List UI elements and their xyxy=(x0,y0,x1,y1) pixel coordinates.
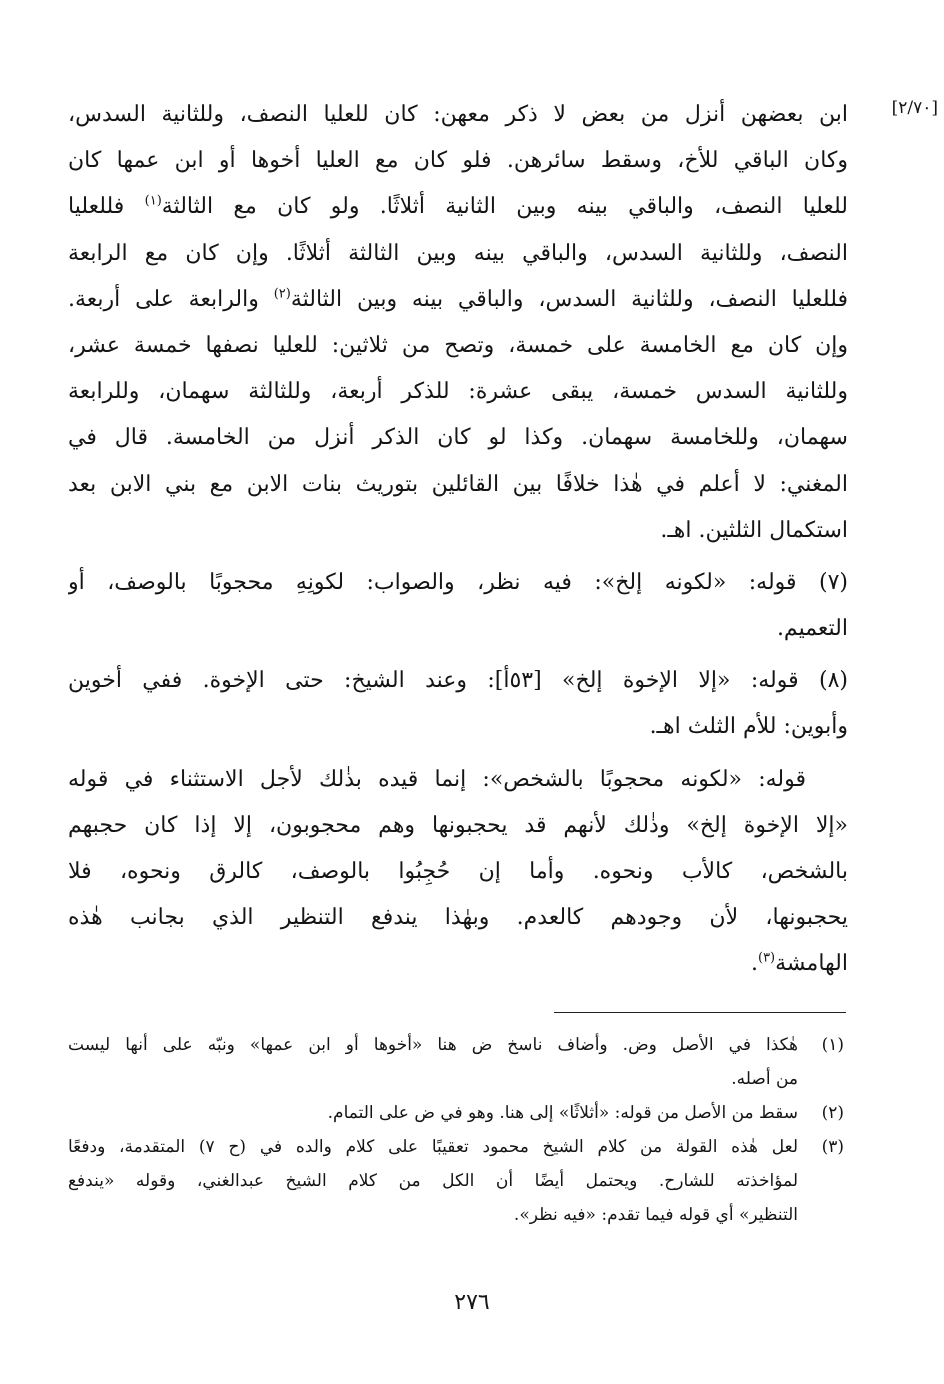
line-text: وأبوين: للأم الثلث اهـ. xyxy=(649,714,848,740)
footnote-line: التنظير» أي قوله فيما تقدم: «فيه نظر». xyxy=(513,1205,798,1225)
footnotes xyxy=(68,1028,844,1232)
line-text: استكمال الثلثين. اهـ. xyxy=(660,517,848,543)
line-text-continued: فللعليا xyxy=(68,194,145,220)
text-line xyxy=(68,849,848,895)
text-line xyxy=(68,231,848,277)
text-line xyxy=(68,323,848,369)
line-text: يحجبونها، لأن وجودهم كالعدم. وبهٰذا يندفع التنظير الذي بجانب هٰذه xyxy=(68,905,848,931)
footnote-text xyxy=(68,1028,844,1096)
footnote xyxy=(68,1028,844,1096)
footnote-ref: (١) xyxy=(144,194,162,210)
line-text: سهمان، وللخامسة سهمان. وكذا لو كان الذكر أنزل من الخامسة. قال في xyxy=(68,425,848,451)
footnote-text xyxy=(68,1096,844,1130)
footnote-line: لعل هٰذه القولة من كلام الشيخ محمود تعقيبًا على كلام والده في (ح ٧) المتقدمة، ودفعًا xyxy=(68,1137,798,1157)
footnote-number: (١) xyxy=(821,1035,844,1055)
footnote-text xyxy=(68,1130,844,1232)
text-line xyxy=(68,415,848,461)
footnote-line: هٰكذا في الأصل وض. وأضاف ناسخ ض هنا «أخوها أو ابن عمها» ونبّه على أنها ليست xyxy=(68,1035,798,1055)
text-line xyxy=(68,941,848,987)
line-text: فللعليا النصف، وللثانية السدس، والباقي بينه وبين الثالثة xyxy=(290,286,848,312)
text-line xyxy=(68,369,848,415)
footnote-line: لمؤاخذته للشارح. ويحتمل أيضًا أن الكل من كلام الشيخ عبدالغني، وقوله «يندفع xyxy=(68,1171,798,1191)
footnote-ref: (٢) xyxy=(273,286,291,302)
footnote-number: (٣) xyxy=(821,1137,844,1157)
text-line xyxy=(68,92,848,138)
line-text: (٨) قوله: «إلا الإخوة إلخ» [٥٣أ]: وعند الشيخ: حتى الإخوة. ففي أخوين xyxy=(68,668,848,694)
line-text: ابن بعضهن أنزل من بعض لا ذكر معهن: كان للعليا النصف، وللثانية السدس، xyxy=(68,102,848,127)
text-line xyxy=(68,606,848,652)
line-text: النصف، وللثانية السدس، والباقي بينه وبين الثالثة أثلاثًا. وإن كان مع الرابعة xyxy=(68,240,848,266)
line-text: المغني: لا أعلم في هٰذا خلافًا بين القائلين بتوريث بنات الابن مع بني الابن بعد xyxy=(68,471,848,497)
text-line xyxy=(68,757,848,803)
line-text-continued: والرابعة على أربعة. xyxy=(68,286,274,312)
line-text: (٧) قوله: «لكونه إلخ»: فيه نظر، والصواب: لكونِهِ محجوبًا بالوصف، أو xyxy=(68,569,848,595)
line-text: وإن كان مع الخامسة على خمسة، وتصح من ثلاثين: للعليا نصفها خمسة عشر، xyxy=(68,332,848,358)
line-text: التعميم. xyxy=(776,616,848,642)
text-line xyxy=(68,462,848,508)
text-line xyxy=(68,184,848,230)
line-text: الهامشة xyxy=(775,951,848,977)
main-text xyxy=(68,92,848,988)
footnote-line: من أصله. xyxy=(731,1069,798,1089)
text-line xyxy=(68,704,848,750)
text-line xyxy=(68,138,848,184)
manuscript-page-marker: [٢/٧٠] xyxy=(891,98,938,118)
text-line xyxy=(68,277,848,323)
footnote-number: (٢) xyxy=(821,1103,844,1123)
footnote-separator xyxy=(554,1012,846,1013)
line-text: للعليا النصف، والباقي بينه وبين الثانية أثلاثًا. ولو كان مع الثالثة xyxy=(161,194,848,220)
footnote xyxy=(68,1096,844,1130)
text-line xyxy=(68,560,848,606)
footnote-line: سقط من الأصل من قوله: «أثلاثًا» إلى هنا. وهو في ض على التمام. xyxy=(327,1103,798,1123)
line-text: قوله: «لكونه محجوبًا بالشخص»: إنما قيده بذٰلك لأجل الاستثناء في قوله xyxy=(68,766,806,792)
line-text-continued: . xyxy=(750,951,758,977)
text-line xyxy=(68,803,848,849)
line-text: بالشخص، كالأب ونحوه. وأما إن حُجِبُوا بالوصف، كالرق ونحوه، فلا xyxy=(68,859,848,884)
line-text: وكان الباقي للأخ، وسقط سائرهن. فلو كان مع العليا أخوها أو ابن عمها كان xyxy=(68,148,848,174)
footnote xyxy=(68,1130,844,1232)
line-text: وللثانية السدس خمسة، يبقى عشرة: للذكر أربعة، وللثالثة سهمان، وللرابعة xyxy=(68,379,848,405)
page-number: ٢٧٦ xyxy=(454,1290,490,1315)
text-line xyxy=(68,895,848,941)
footnote-ref: (٣) xyxy=(757,951,776,967)
text-line xyxy=(68,658,848,704)
line-text: «إلا الإخوة إلخ» وذٰلك لأنهم قد يحجبونها وهم محجوبون، إلا إذا كان حجبهم xyxy=(68,812,848,838)
text-line xyxy=(68,508,848,554)
